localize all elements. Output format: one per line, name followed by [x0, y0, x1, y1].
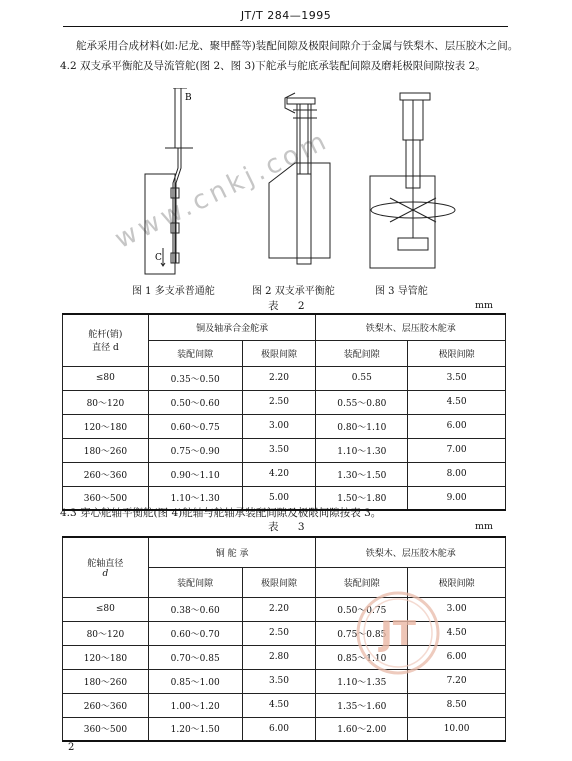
- table-cell: 1.10～1.30: [316, 438, 408, 462]
- table-2-rowhead-line2: 直径 d: [92, 343, 119, 354]
- table-cell: 2.50: [242, 390, 316, 414]
- table-row: [63, 693, 506, 717]
- figure-3-ducted-rudder: [360, 88, 470, 278]
- table-cell: 3.50: [408, 366, 506, 390]
- table-cell: 10.00: [408, 717, 506, 741]
- table-3-group-wood: 铁梨木、层压胶木舵承: [316, 537, 506, 567]
- table-cell: 120～180: [63, 414, 149, 438]
- figure-2-double-support-rudder: [255, 88, 355, 278]
- table-row: [63, 717, 506, 741]
- watermark: www.cnkj.com: [110, 125, 335, 255]
- table-2-rowhead: [63, 314, 149, 366]
- table-3-unit: mm: [475, 521, 494, 532]
- table-cell: 2.20: [242, 366, 316, 390]
- figure-1-mark-c: C: [155, 253, 162, 263]
- table-cell: 80～120: [63, 621, 149, 645]
- table-cell: 6.00: [408, 414, 506, 438]
- table-3-subhead: 装配间隙: [148, 567, 242, 597]
- table-cell: 8.50: [408, 693, 506, 717]
- table-cell: 0.70～0.85: [148, 645, 242, 669]
- jt-stamp-text: JT: [380, 614, 416, 654]
- table-cell: 0.75～0.90: [148, 438, 242, 462]
- table-row: [63, 366, 506, 390]
- table-2-group-copper: 铜及轴承合金舵承: [148, 314, 316, 340]
- figure-1-mark-b: B: [185, 93, 192, 103]
- paragraph-synthetic-material: 舵承采用合成材料(如:尼龙、聚甲醛等)装配间隙及极限间隙介于金属与铁梨木、层压胶木之间。: [76, 40, 519, 52]
- table-row: [63, 438, 506, 462]
- table-cell: 1.50～1.80: [316, 486, 408, 510]
- table-cell: ≤80: [63, 597, 149, 621]
- table-cell: 80～120: [63, 390, 149, 414]
- table-3-caption: 表 3: [268, 521, 313, 533]
- table-cell: 0.80～1.10: [316, 414, 408, 438]
- table-cell: 3.00: [242, 414, 316, 438]
- table-cell: 0.75～0.85: [316, 621, 408, 645]
- table-cell: 1.20～1.50: [148, 717, 242, 741]
- table-3-group-copper: 铜 舵 承: [148, 537, 316, 567]
- table-cell: 360～500: [63, 486, 149, 510]
- table-2-subhead: 极限间隙: [408, 340, 506, 366]
- section-4-3: 4.3 穿心舵轴平衡舵(图 4)舵轴与舵轴承装配间隙及极限间隙按表 3。: [60, 507, 382, 519]
- table-cell: 1.30～1.50: [316, 462, 408, 486]
- table-cell: 260～360: [63, 462, 149, 486]
- table-cell: 0.85～1.00: [148, 669, 242, 693]
- table-3-rowhead-line1: 舵轴直径: [87, 558, 124, 569]
- table-2-unit: mm: [475, 300, 494, 311]
- table-cell: 3.50: [242, 669, 316, 693]
- table-cell: 120～180: [63, 645, 149, 669]
- table-2: [62, 313, 506, 511]
- table-cell: 2.80: [242, 645, 316, 669]
- table-cell: 1.10～1.30: [148, 486, 242, 510]
- table-3-subhead: 装配间隙: [316, 567, 408, 597]
- figure-3-caption: 图 3 导管舵: [375, 286, 428, 297]
- section-4-2: 4.2 双支承平衡舵及导流管舵(图 2、图 3)下舵承与舵底承装配间隙及磨耗极限间隙按表 2。: [60, 60, 486, 72]
- table-cell: 3.00: [408, 597, 506, 621]
- table-cell: 4.50: [408, 621, 506, 645]
- table-cell: 180～260: [63, 438, 149, 462]
- table-cell: 5.00: [242, 486, 316, 510]
- table-2-subhead: 极限间隙: [242, 340, 316, 366]
- table-cell: 0.60～0.70: [148, 621, 242, 645]
- table-cell: 7.20: [408, 669, 506, 693]
- table-cell: 260～360: [63, 693, 149, 717]
- table-cell: 0.60～0.75: [148, 414, 242, 438]
- table-cell: 0.50～0.75: [316, 597, 408, 621]
- table-2-group-wood: 铁梨木、层压胶木舵承: [316, 314, 506, 340]
- table-cell: 3.50: [242, 438, 316, 462]
- table-cell: 0.38～0.60: [148, 597, 242, 621]
- table-cell: 0.50～0.60: [148, 390, 242, 414]
- table-row: [63, 390, 506, 414]
- table-row: [63, 414, 506, 438]
- table-cell: 0.90～1.10: [148, 462, 242, 486]
- table-cell: 1.35～1.60: [316, 693, 408, 717]
- jt-stamp: [355, 590, 441, 676]
- table-cell: 4.50: [408, 390, 506, 414]
- table-cell: 7.00: [408, 438, 506, 462]
- running-header: JT/T 284—1995: [240, 9, 332, 22]
- table-cell: 9.00: [408, 486, 506, 510]
- table-3-rowhead: [63, 537, 149, 597]
- header-rule: [63, 26, 508, 27]
- table-2-subhead: 装配间隙: [148, 340, 242, 366]
- table-cell: 8.00: [408, 462, 506, 486]
- table-cell: 0.55～0.80: [316, 390, 408, 414]
- figure-2-caption: 图 2 双支承平衡舵: [252, 286, 335, 297]
- table-cell: 1.10～1.35: [316, 669, 408, 693]
- table-cell: 2.20: [242, 597, 316, 621]
- table-2-caption: 表 2: [268, 300, 313, 312]
- table-cell: 1.60～2.00: [316, 717, 408, 741]
- table-cell: 4.20: [242, 462, 316, 486]
- table-cell: 0.85～1.10: [316, 645, 408, 669]
- table-cell: 360～500: [63, 717, 149, 741]
- table-cell: 6.00: [242, 717, 316, 741]
- table-cell: 1.00～1.20: [148, 693, 242, 717]
- figure-1-caption: 图 1 多支承普通舵: [132, 286, 215, 297]
- table-cell: 180～260: [63, 669, 149, 693]
- table-cell: 0.35～0.50: [148, 366, 242, 390]
- table-cell: 0.55: [316, 366, 408, 390]
- table-3-subhead: 极限间隙: [242, 567, 316, 597]
- figure-1-multi-support-rudder: [125, 88, 225, 278]
- table-3-rowhead-line2: d: [102, 568, 109, 579]
- table-cell: 6.00: [408, 645, 506, 669]
- table-2-rowhead-line1: 舵杆(销): [88, 330, 123, 341]
- table-3-subhead: 极限间隙: [408, 567, 506, 597]
- table-cell: 2.50: [242, 621, 316, 645]
- table-cell: ≤80: [63, 366, 149, 390]
- table-cell: 4.50: [242, 693, 316, 717]
- table-2-subhead: 装配间隙: [316, 340, 408, 366]
- table-row: [63, 462, 506, 486]
- page-number: 2: [68, 742, 75, 753]
